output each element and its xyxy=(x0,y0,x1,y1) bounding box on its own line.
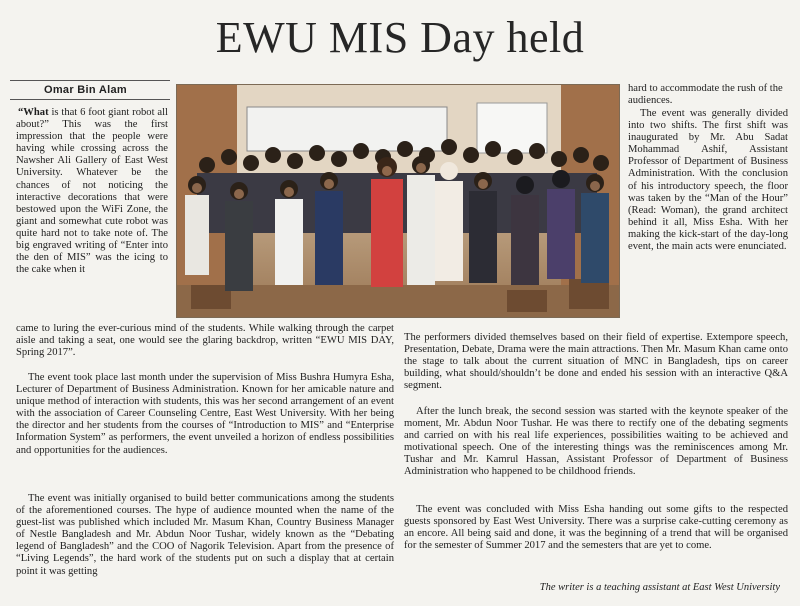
byline: Omar Bin Alam xyxy=(44,84,127,96)
paragraph-conclusion: The event was concluded with Miss Esha handing out some gifts to the respected guests sponsored by East West University. There was a surprise cake-cutting ceremony as an encore. All being said and done, it was the beginning of a trend that will be organised for the semester of Summer 2017 and the semesters that are yet to come. xyxy=(404,504,788,552)
paragraph-intro xyxy=(16,107,168,276)
paragraph-intro-text: is that 6 foot giant robot all about?” This was the first impression that the people were having while crossing across the Nawsher Ali Gallery of East West University. Whatever be the chances of not noticing the interactive decorations that were bestowed upon the WiFi Zone, the giant and somewhat cute robot was quite hard not to take note of. The big engraved writing of “Enter into the den of MIS” was the icing to the cake when it xyxy=(16,107,168,276)
byline-rule-top xyxy=(10,80,170,81)
author-credit: The writer is a teaching assistant at East West University xyxy=(539,582,780,593)
paragraph-intro-continued: hard to accommodate the rush of the audiences. xyxy=(628,83,783,107)
group-photo xyxy=(176,84,620,318)
paragraph-intro-end: came to luring the ever-curious mind of the students. While walking through the carpet aisle and taking a seat, one would see the glaring backdrop, written “EWU MIS DAY, Spring 2017”. xyxy=(16,323,394,359)
lead-word: “What xyxy=(18,107,49,118)
paragraph-second-session: After the lunch break, the second session was started with the keynote speaker of the moment, Mr. Abdun Noor Tushar. He was there to rectify one of the debating segments and carried on with his real life experiences, possibilities waiting to be achieved and motivational speech. One of the interesting things was the reminiscences among Mr. Tushar and Mr. Kamrul Hassan, Assistant Professor of Department of Business Administration who happened to be childhood friends. xyxy=(404,406,788,478)
paragraph-shifts: The event was generally divided into two shifts. The first shift was inaugurated by Mr. Abu Sadat Mohammad Ashif, Assistant Professor of Department of Business Administration. With the conclusion of his introductory speech, the floor was taken by the “Man of the Hour” (Read: Woman), the grand architect behind it all, Miss Esha. With her making the kick-start of the day-long event, the main acts were enunciated. xyxy=(628,108,788,253)
paragraph-performers: The performers divided themselves based on their field of expertise. Extempore speech, Presentation, Debate, Drama were the main attractions. Then Mr. Masum Khan came onto the stage to talk about the current situation of MNC in Bangladesh, tips on career building, what should/shouldn’t be done and ended his session with an interactive Q&A segment. xyxy=(404,332,788,392)
paragraph-communications: The event was initially organised to build better communications among the students of the aforementioned courses. The hype of audience mounted when the name of the guest-list was published which included Mr. Masum Khan, Country Business Manager of Nestle Bangladesh and Mr. Abdun Noor Tushar, widely known as the “Debating legend of Bangladesh” and the COO of Nagorik Television. Apart from the presence of “Living Legends”, the hard work of the students put on such a display that at certain point it was getting xyxy=(16,493,394,577)
headline: EWU MIS Day held xyxy=(215,13,585,62)
byline-rule-bottom xyxy=(10,99,170,100)
group-photo-icon xyxy=(177,85,620,318)
paragraph-supervision: The event took place last month under the supervision of Miss Bushra Humyra Esha, Lecturer of Department of Business Administration. Known for her amicable nature and unique method of interaction with students, this was her second arrangement of an event with the association of Career Counseling Centre, East West University. With her being the director and her students from the courses of “Introduction to MIS” and “Enterprise Information System” as performers, the event unveiled a horizon of endless possibilities and opportunities for the audiences. xyxy=(16,372,394,456)
